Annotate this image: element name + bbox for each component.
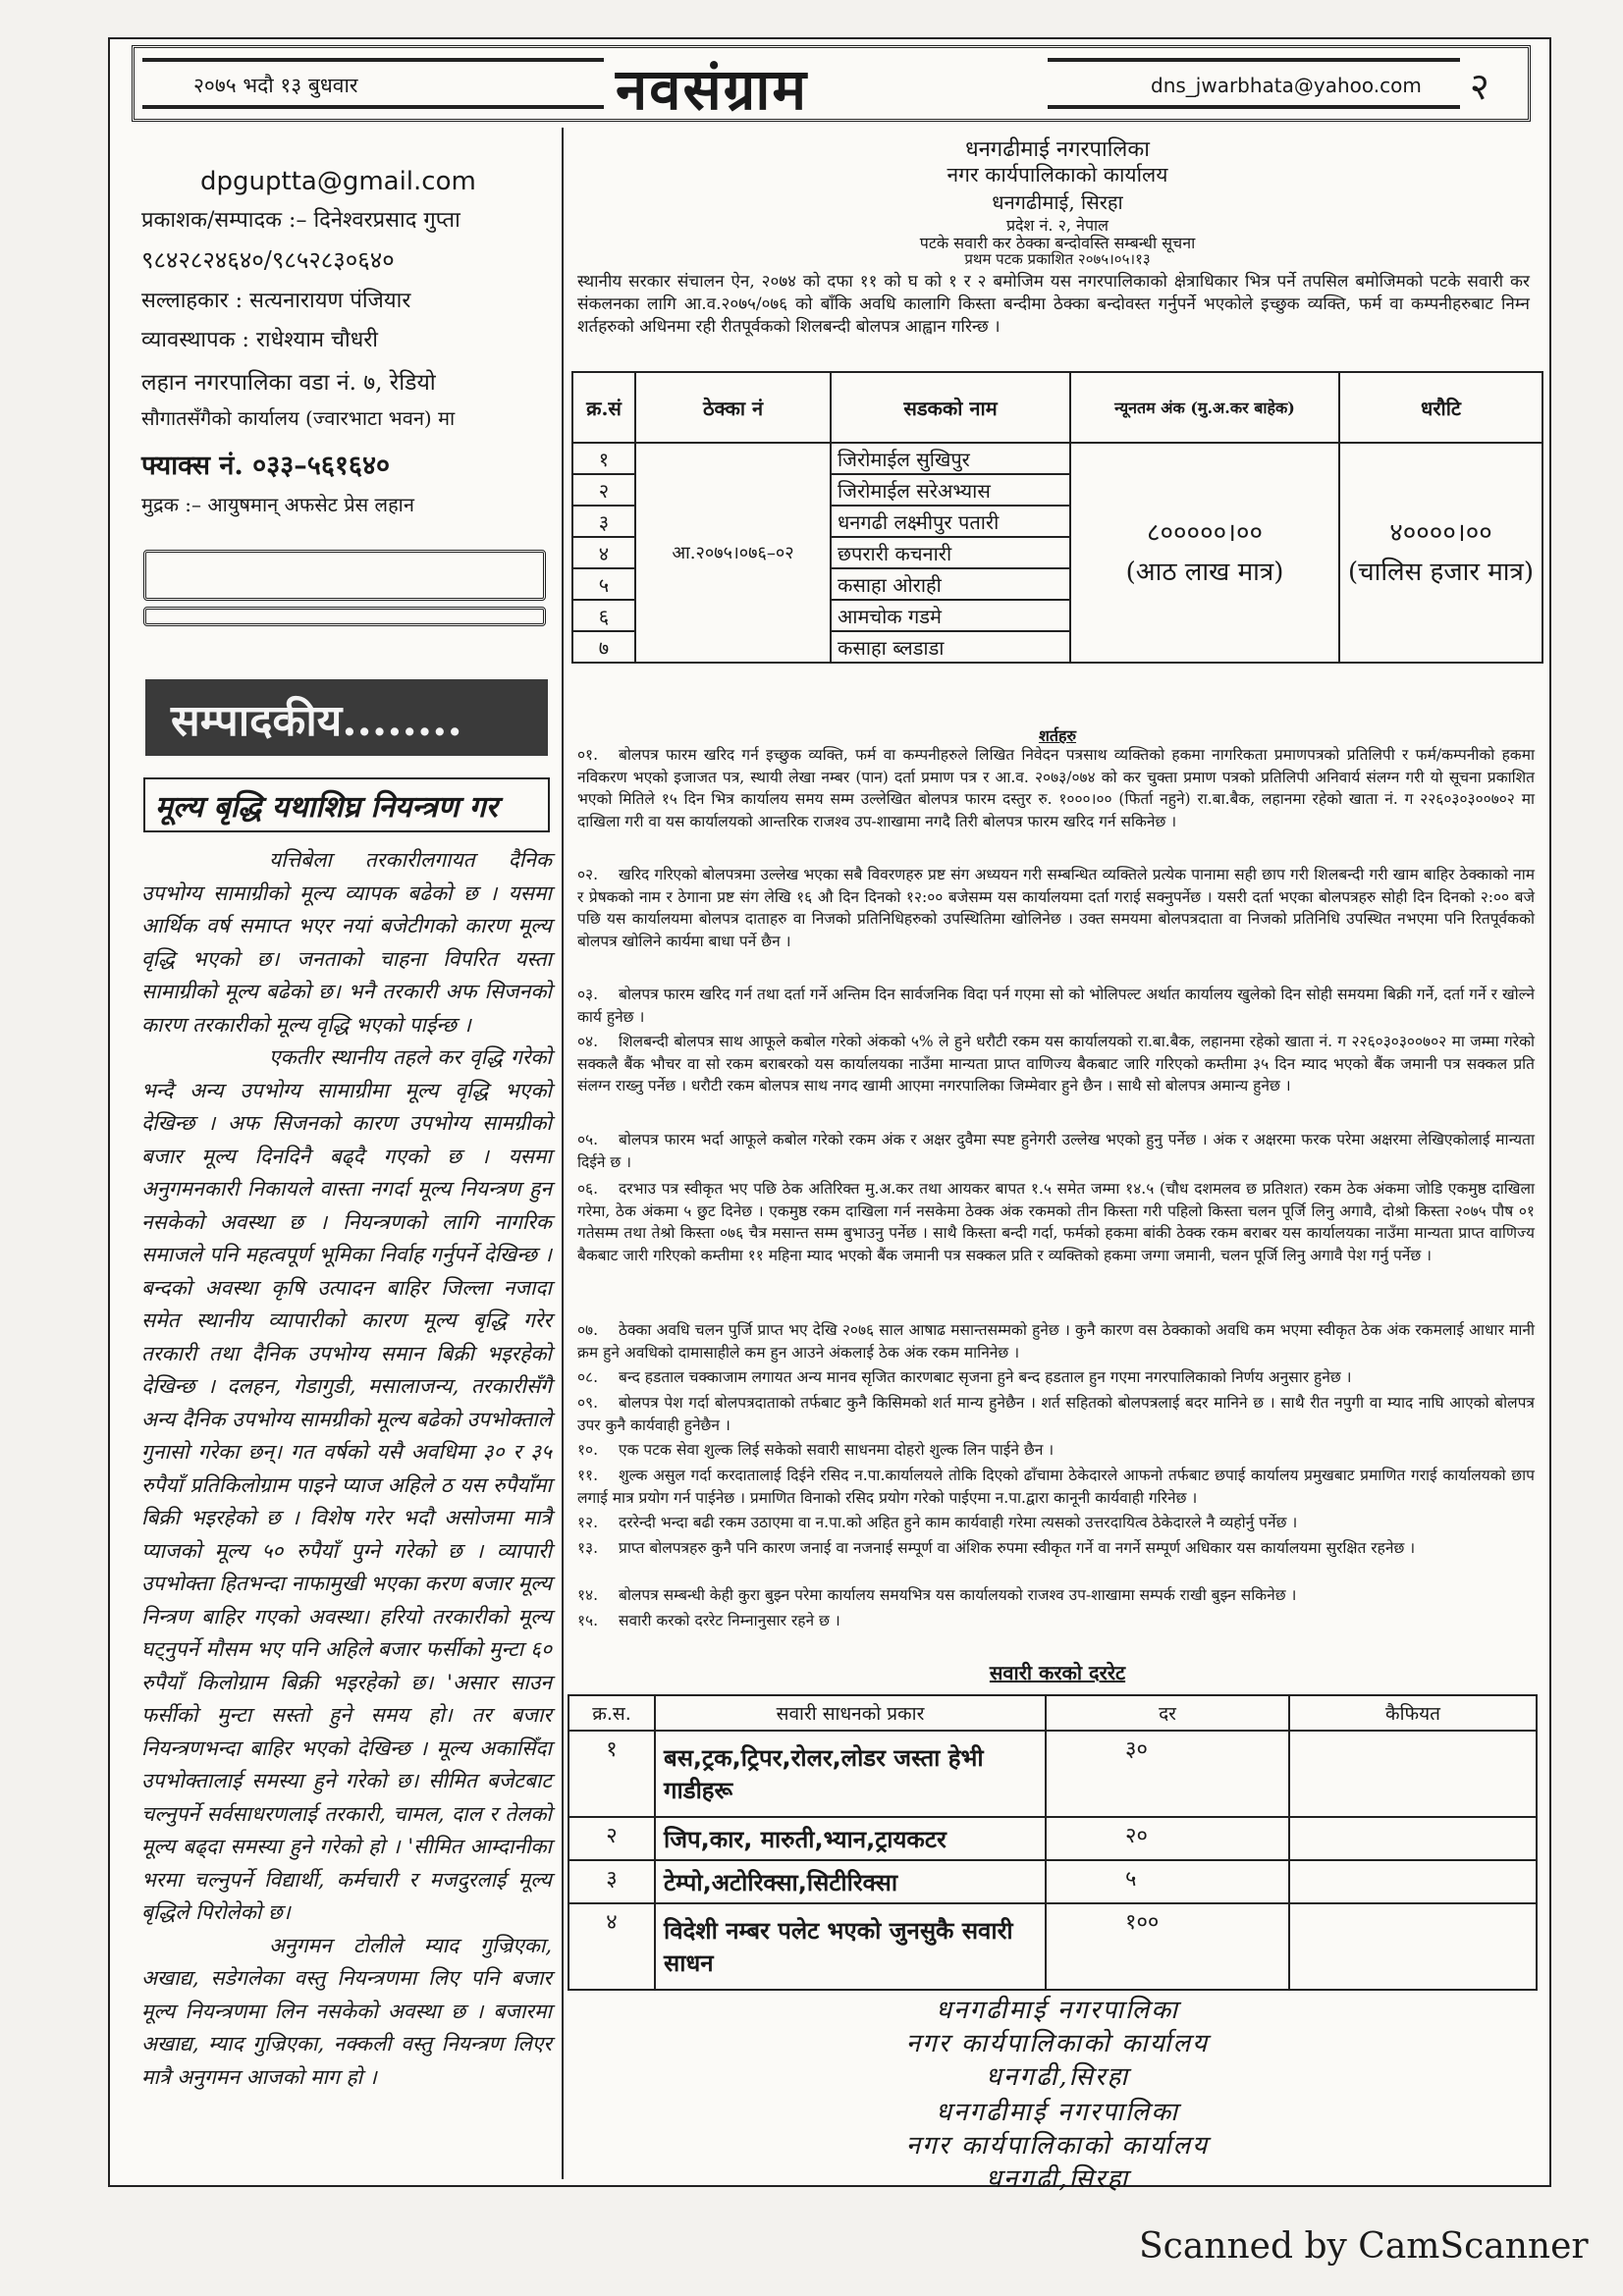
- notice-org-name: धनगढीमाई नगरपालिका: [965, 137, 1150, 162]
- condition-number: १२.: [577, 1514, 599, 1531]
- road-name: धनगढी लक्ष्मीपुर पतारी: [831, 506, 1070, 537]
- road-name: कसाहा ब्लडाडा: [831, 631, 1070, 663]
- editorial-banner: सम्पादकीय........: [145, 679, 548, 756]
- condition-15: [577, 1610, 1535, 1632]
- condition-text: बोलपत्र फारम खरिद गर्न इच्छुक व्यक्ति, फर्म वा कम्पनीहरुले लिखित निवेदन पत्रसाथ व्यक्तिको हकमा नागरिकता प्रमाणपत्रको प्रतिलिपी र फर्म/कम्पनीको हकमा नविकरण भएको इजाजत पत्र, स्थायी लेखा नम्बर (पान) दर्ता प्रमाण पत्र र आ.व. २०७३/०७४ को कर चुक्ता प्रमाण पत्रको प्रतिलिपी अनिवार्य संलग्न गरी यो सूचना प्रकाशित भएको मितिले १५ दिन भित्र कार्यालय समय सम्म उल्लेखित बोलपत्र फारम दस्तुर रु. १०००।०० (फिर्ता नहुने) रा.बा.बैक, लहानमा रहेको खाता नं. ग २२६०३०३००७०२ मा दाखिला गरी वा यस कार्यालयको आन्तरिक राजश्व उप-शाखामा नगदै तिरी बोलपत्र फारम खरिद गर्न सकिनेछ ।: [577, 746, 1535, 830]
- condition-number: ११.: [577, 1467, 599, 1484]
- condition-13: [577, 1537, 1535, 1560]
- notice-intro: स्थानीय सरकार संचालन ऐन, २०७४ को दफा ११ को घ को १ र २ बमोजिम यस नगरपालिकाको क्षेत्राधिकार भित्र पर्ने तपसिल बमोजिमको पटके सवारी कर संकलनका लागि आ.व.२०७५/०७६ को बाँकि अवधि कालागि किस्ता बन्दीमा ठेक्का बन्दोवस्त गर्नुपर्ने भएकोले इच्छुक व्यक्ति, फर्म वा कम्पनीहरुबाट निम्न शर्तहरुको अधिनमा रही रीतपूर्वकको शिलबन्दी बोलपत्र आह्वान गरिन्छ ।: [577, 272, 1530, 337]
- rates-table-header: [568, 1695, 1537, 1731]
- table-row: [568, 1731, 1537, 1817]
- stamp-line: धनगढी,सिरहा: [985, 2062, 1130, 2092]
- masthead-email: dns_jwarbhata@yahoo.com: [1151, 74, 1422, 97]
- condition-text: सवारी करको दररेट निम्नानुसार रहने छ ।: [619, 1612, 840, 1629]
- condition-text: प्राप्त बोलपत्रहरु कुनै पनि कारण जनाई वा नजनाई सम्पूर्ण वा अंशिक रुपमा स्वीकृत गर्ने वा नगर्ने सम्पूर्ण अधिकार यस कार्यालयमा सुरक्षित रहनेछ ।: [619, 1539, 1416, 1557]
- row-sn: ४: [572, 537, 635, 568]
- rates-table: [568, 1694, 1538, 1991]
- newspaper-page: [108, 37, 1551, 2194]
- condition-4: [577, 1031, 1535, 1097]
- masthead: [132, 45, 1531, 122]
- condition-number: १४.: [577, 1586, 599, 1604]
- condition-text: दरभाउ पत्र स्वीकृत भए पछि ठेक अतिरिक्त मु.अ.कर तथा आयकर बापत १.५ समेत जम्मा १४.५ (चौध दशमलव छ प्रतिशत) रकम ठेक अंकमा जोडि एकमुष्ठ दाखिला गरेमा, ठेक अंकमा ५ छुट दिनेछ । एकमुष्ठ रकम दाखिला गर्न नसकेमा ठेक्क अंक रकमको तीन किस्ता गरी पहिलो किस्ता चलन पूर्जि लिनु अगावै, दोश्रो किस्ता २०७५ पौष ०१ गतेसम्म तथा तेश्रो किस्ता ०७६ चैत्र मसान्त सम्म बुभाउनु पर्नेछ । साथै किस्ता बन्दी गर्दा, फर्मको हकमा बांकी ठेक्क रकम बराबर यस कार्यालयका नाउँमा मान्यता प्राप्त वाणिज्य बैकबाट जारी गरिएको कम्तीमा ११ महिना म्याद भएको बैंक जमानी पत्र सक्कल प्रति र व्यक्तिको हकमा जग्गा जमानी, चलन पूर्जि लिनु अगावै पेश गर्नु पर्नेछ ।: [577, 1180, 1535, 1264]
- stamp-line: धनगढीमाई नगरपालिका: [935, 2098, 1179, 2127]
- condition-text: शुल्क असुल गर्दा करदातालाई दिईने रसिद न.पा.कार्यालयले तोकि दिएको ढाँचामा ठेकेदारले आफनो तर्फबाट छपाई कार्यालय प्रमुखबाट प्रमाणित गराई कार्यालयको छाप लगाई मात्र प्रयोग गर्न पाईनेछ । प्रमाणित विनाको रसिद प्रयोग गरेको पाईएमा न.पा.द्वारा कानूनी कार्यवाही गरिनेछ ।: [577, 1467, 1535, 1507]
- condition-11: [577, 1465, 1535, 1509]
- condition-number: ०८.: [577, 1368, 599, 1386]
- min-amount: ८०००००।००: [1146, 518, 1263, 548]
- masthead-rule-left: [142, 58, 604, 62]
- row-sn: ३: [568, 1860, 655, 1903]
- page-number: २: [1470, 65, 1489, 108]
- condition-number: ०९.: [577, 1394, 599, 1412]
- row-sn: २: [568, 1817, 655, 1860]
- editorial-body: [141, 844, 552, 2094]
- stamp-line: धनगढी,सिरहा: [985, 2164, 1130, 2194]
- left-column: [132, 128, 554, 2179]
- editorial-paragraph: अनुगमन टोलीले म्याद गुज्रिएका, अखाद्य, सडेगलेका वस्तु नियन्त्रणमा लिए पनि बजार मूल्य नियन्त्रणमा लिन नसकेको अवस्था छ । बजारमा अखाद्य, म्याद गुज्रिएका, नक्कली वस्तु नियन्त्रण लिएर मात्रै अनुगमन आजको माग हो ।: [141, 1933, 552, 2089]
- road-name: आमचोक गडमे: [831, 600, 1070, 631]
- condition-text: ठेक्का अवधि चलन पुर्जि प्राप्त भए देखि २०७६ साल आषाढ मसान्तसम्मको हुनेछ । कुनै कारण वस ठेक्काको अवधि कम भएमा स्वीकृत ठेक अंक रकमलाई आधार मानी क्रम हुने अवधिको दामासाहीले कम हुन आउने अंकलाई ठेक अंक रकम मानिनेछ ।: [577, 1321, 1535, 1362]
- phone-numbers: ९८४२८२४६४०/९८५२८३०६४०: [141, 246, 395, 274]
- condition-text: बोलपत्र सम्बन्धी केही कुरा बुझ्न परेमा कार्यालय समयभित्र यस कार्यालयको राजश्व उप-शाखामा सम्पर्क राखी बुझ्न सकिनेछ ।: [619, 1586, 1297, 1604]
- empty-box-2: [143, 607, 546, 626]
- condition-number: ०३.: [577, 986, 599, 1003]
- masthead-rule-right-bottom: [1048, 105, 1460, 109]
- masthead-rule-right: [1048, 58, 1460, 62]
- rates-title: सवारी करको दररेट: [989, 1661, 1126, 1684]
- rate-value: ५: [1046, 1860, 1289, 1903]
- deposit-amount: ४००००।००: [1389, 518, 1492, 548]
- vehicle-type: विदेशी नम्बर पलेट भएको जुनसुकै सवारी साधन: [655, 1903, 1046, 1990]
- stamp-line: धनगढीमाई नगरपालिका: [935, 1996, 1179, 2025]
- address-line-2: सौगातसँगैको कार्यालय (ज्वारभाटा भवन) मा: [141, 406, 456, 430]
- notice-published-date: प्रथम पटक प्रकाशित २०७५।०५।१३: [964, 250, 1151, 268]
- col-vehicle-type: सवारी साधनको प्रकार: [655, 1695, 1046, 1731]
- col-deposit: धरौटि: [1339, 372, 1542, 443]
- scanner-watermark: Scanned by CamScanner: [1139, 2226, 1589, 2267]
- empty-box-1: [143, 550, 546, 601]
- publisher-line: प्रकाशक/सम्पादक :– दिनेश्वरप्रसाद गुप्ता: [141, 208, 460, 233]
- editor-email: dpguptta@gmail.com: [200, 167, 476, 196]
- condition-text: शिलबन्दी बोलपत्र साथ आफूले कबोल गरेको अंकको ५% ले हुने धरौटी रकम यस कार्यालयको रा.बा.बैक, लहानमा रहेको खाता नं. ग २२६०३०३००७०२ मा जम्मा गरेको सक्कलै बैंक भौचर वा सो रकम बराबरको यस कार्यालयका नाउँमा मान्यता प्राप्त वाणिज्य बैकबाट जारि गरिएको कम्तीमा ३५ दिन म्याद भएको बैंक जमानी पत्र सक्कल प्रति संलग्न राख्नु पर्नेछ । धरौटी रकम बोलपत्र साथ नगद खामी आएमा नगरपालिका जिम्मेवार हुने छैन । साथै सो बोलपत्र अमान्य हुनेछ ।: [577, 1033, 1535, 1095]
- remarks: [1289, 1903, 1537, 1990]
- deposit-cell: [1339, 443, 1542, 663]
- vehicle-type: जिप,कार, मारुती,भ्यान,ट्रायकटर: [655, 1817, 1046, 1860]
- condition-2: [577, 864, 1535, 952]
- notice-location: धनगढीमाई, सिरहा: [992, 190, 1123, 214]
- tender-table-header: [572, 372, 1542, 443]
- table-row: [568, 1817, 1537, 1860]
- row-sn: १: [572, 443, 635, 474]
- issue-date: २०७५ भदौ १३ बुधवार: [193, 74, 358, 97]
- condition-number: ०१.: [577, 746, 599, 764]
- condition-9: [577, 1392, 1535, 1436]
- col-rate: दर: [1046, 1695, 1289, 1731]
- masthead-rule-left-bottom: [142, 105, 604, 109]
- condition-3: [577, 984, 1535, 1028]
- stamp-line: नगर कार्यपालिकाको कार्यालय: [905, 2131, 1210, 2161]
- rate-value: २०: [1046, 1817, 1289, 1860]
- notice-office: नगर कार्यपालिकाको कार्यालय: [947, 163, 1168, 187]
- row-sn: ६: [572, 600, 635, 631]
- min-amount-words: (आठ लाख मात्र): [1125, 558, 1284, 587]
- remarks: [1289, 1860, 1537, 1903]
- row-sn: ३: [572, 506, 635, 537]
- condition-number: ०४.: [577, 1033, 599, 1050]
- column-divider: [562, 128, 564, 2179]
- col-road-name: सडकको नाम: [831, 372, 1070, 443]
- table-row: [568, 1860, 1537, 1903]
- col-sn: क्र.सं: [572, 372, 635, 443]
- notice-province: प्रदेश नं. २, नेपाल: [1005, 216, 1109, 235]
- contract-number: आ.२०७५।०७६–०२: [635, 443, 831, 663]
- condition-14: [577, 1584, 1535, 1607]
- row-sn: ४: [568, 1903, 655, 1990]
- rate-value: १००: [1046, 1903, 1289, 1990]
- condition-12: [577, 1512, 1535, 1534]
- condition-text: बोलपत्र पेश गर्दा बोलपत्रदाताको तर्फबाट कुनै किसिमको शर्त मान्य हुनेछैन । शर्त सहितको बोलपत्रलाई बदर मानिने छ । साथै रीत नपुगी वा म्याद नाघि आएको बोलपत्र उपर कुनै कार्यवाही हुनेछैन ।: [577, 1394, 1535, 1434]
- road-name: जिरोमाईल सुखिपुर: [831, 443, 1070, 474]
- rate-value: ३०: [1046, 1731, 1289, 1817]
- newspaper-title: नवसंग्राम: [616, 56, 809, 123]
- min-amount-cell: [1070, 443, 1339, 663]
- remarks: [1289, 1731, 1537, 1817]
- col-min-amount: न्यूनतम अंक (मु.अ.कर बाहेक): [1070, 372, 1339, 443]
- condition-number: ०७.: [577, 1321, 599, 1339]
- editorial-paragraph: यत्तिबेला तरकारीलगायत दैनिक उपभोग्य सामाग्रीको मूल्य व्यापक बढेको छ । यसमा आर्थिक वर्ष समाप्त भएर नयां बजेटीगको कारण मूल्य वृद्धि भएको छ। जनताको चाहना विपरित यस्ता सामाग्रीको मूल्य बढेको छ। भनै तरकारी अफ सिजनको कारण तरकारीको मूल्य वृद्धि भएको पाईन्छ ।: [141, 848, 552, 1037]
- road-name: जिरोमाईल सरेअभ्यास: [831, 474, 1070, 506]
- editorial-headline: मूल्य बृद्धि यथाशिघ्र नियन्त्रण गर: [143, 777, 550, 832]
- condition-6: [577, 1178, 1535, 1266]
- condition-text: बन्द हडताल चक्काजाम लगायत अन्य मानव सृजित कारणबाट सृजना हुने बन्द हडताल हुन गएमा नगरपालिकाको निर्णय अनुसार हुनेछ ।: [619, 1368, 1352, 1386]
- row-sn: २: [572, 474, 635, 506]
- printer-line: मुद्रक :– आयुषमान् अफसेट प्रेस लहान: [141, 493, 414, 516]
- address-line-1: लहान नगरपालिका वडा नं. ७, रेडियो: [141, 370, 436, 396]
- editorial-paragraph: एकतीर स्थानीय तहले कर वृद्धि गरेको भन्दै अन्य उपभोग्य सामाग्रीमा मूल्य वृद्धि भएको देखिन्छ । अफ सिजनको कारण उपभोग्य सामग्रीको बजार मूल्य दिनदिनै बढ्दै गएको छ । यसमा अनुगमनकारी निकायले वास्ता नगर्दा मूल्य नियन्त्रण हुन नसकेको अवस्था छ । नियन्त्रणको लागि नागरिक समाजले पनि महत्वपूर्ण भूमिका निर्वाह गर्नुपर्ने देखिन्छ । बन्दको अवस्था कृषि उत्पादन बाहिर जिल्ला नजादा समेत स्थानीय व्यापारीको कारण मूल्य बृद्धि गरेर तरकारी तथा दैनिक उपभोग्य समान बिक्री भइरहेको देखिन्छ । दलहन, गेडागुडी, मसालाजन्य, तरकारीसँगै अन्य दैनिक उपभोग्य सामग्रीको मूल्य बढेको उपभोक्ताले गुनासो गरेका छन्। गत वर्षको यसै अवधिमा ३० र ३५ रुपैयाँ प्रतिकिलोग्राम पाइने प्याज अहिले ठ यस रुपैयाँमा बिक्री भइरहेको छ । विशेष गरेर भदौ असोजमा मात्रै प्याजको मूल्य ५० रुपैयाँ पुग्ने गरेको छ । व्यापारी उपभोक्ता हितभन्दा नाफामुखी भएका करण बजार मूल्य निन्त्रण बाहिर गएको अवस्था। हरियो तरकारीको मूल्य घट्नुपर्ने मौसम भए पनि अहिले बजार फर्सीको मुन्टा ६० रुपैयाँ किलोग्राम बिक्री भइरहेको छ। 'असार साउन फर्सीको मुन्टा सस्तो हुने समय हो। तर बजार नियन्त्रणभन्दा बाहिर भएको देखिन्छ । मूल्य अकासिँदा उपभोक्तालाई समस्या हुने गरेको छ। सीमित बजेटबाट चल्नुपर्ने सर्वसाधरणलाई तरकारी, चामल, दाल र तेलको मूल्य बढ्दा समस्या हुने गरेको हो । 'सीमित आम्दानीका भरमा चल्नुपर्ने विद्यार्थी, कर्मचारी र मजदुरलाई मूल्य बृद्धिले पिरोलेको छ।: [141, 1045, 552, 1924]
- fax-number: फ्याक्स नं. ०३३–५६१६४०: [141, 451, 391, 481]
- notice-subject: पटके सवारी कर ठेक्का बन्दोवस्ति सम्बन्धी सूचना: [919, 234, 1196, 252]
- condition-text: खरिद गरिएको बोलपत्रमा उल्लेख भएका सबै विवरणहरु प्रष्ट संग अध्ययन गरी सम्बन्धित व्यक्तिले प्रत्येक पानामा सही छाप गरी शिलबन्दी गरी खाम बाहिर ठेक्काको नाम र प्रेषकको नाम र ठेगाना प्रष्ट संग लेखि १६ औ दिन दिनको १२:०० बजेसम्म यस कार्यालयमा दर्ता गराई सक्नुपर्नेछ । यसरी दर्ता भएका बोलपत्रहरु सोही दिन दिनको २:०० बजे पछि यस कार्यालयमा बोलपत्र दाताहरु वा निजको प्रतिनिधिहरुको उपस्थितिमा खोलिनेछ । उक्त समयमा बोलपत्रदाता वा निजको प्रतिनिधि उपस्थित नभएमा पनि रितपूर्वकको बोलपत्र खोलिने कार्यमा बाधा पर्ने छैन ।: [577, 866, 1535, 950]
- condition-number: १५.: [577, 1612, 599, 1629]
- condition-text: दररेन्दी भन्दा बढी रकम उठाएमा वा न.पा.को अहित हुने काम कार्यवाही गरेमा त्यसको उत्तरदायित्व ठेकेदारले नै व्यहोर्नु पर्नेछ ।: [619, 1514, 1298, 1531]
- vehicle-type: बस,ट्रक,ट्रिपर,रोलर,लोडर जस्ता हेभी गाडीहरू: [655, 1731, 1046, 1817]
- condition-number: ०५.: [577, 1131, 599, 1148]
- col-remarks: कैफियत: [1289, 1695, 1537, 1731]
- condition-text: बोलपत्र फारम भर्दा आफूले कबोल गरेको रकम अंक र अक्षर दुवैमा स्पष्ट हुनेगरी उल्लेख भएको हुनु पर्नेछ । अंक र अक्षरमा फरक परेमा अक्षरमा लेखिएकोलाई मान्यता दिईने छ ।: [577, 1131, 1535, 1171]
- road-name: कसाहा ओराही: [831, 568, 1070, 600]
- condition-number: ०२.: [577, 866, 599, 883]
- deposit-words: (चालिस हजार मात्र): [1347, 558, 1535, 587]
- stamp-line: नगर कार्यपालिकाको कार्यालय: [905, 2029, 1210, 2058]
- condition-text: एक पटक सेवा शुल्क लिई सकेको सवारी साधनमा दोहरो शुल्क लिन पाईने छैन ।: [619, 1441, 1055, 1459]
- condition-number: १०.: [577, 1441, 599, 1459]
- advisor-line: सल्लाहकार : सत्यनारायण पंजियार: [141, 289, 411, 313]
- table-row: [568, 1903, 1537, 1990]
- vehicle-type: टेम्पो,अटोरिक्सा,सिटीरिक्सा: [655, 1860, 1046, 1903]
- condition-number: ०६.: [577, 1180, 599, 1198]
- table-row: [572, 443, 1542, 474]
- row-sn: ७: [572, 631, 635, 663]
- condition-5: [577, 1129, 1535, 1173]
- condition-8: [577, 1366, 1535, 1389]
- road-name: छपरारी कचनारी: [831, 537, 1070, 568]
- row-sn: १: [568, 1731, 655, 1817]
- condition-number: १३.: [577, 1539, 599, 1557]
- condition-text: बोलपत्र फारम खरिद गर्न तथा दर्ता गर्ने अन्तिम दिन सार्वजनिक विदा पर्न गएमा सो को भोलिपल्ट अर्थात कार्यालय खुलेको दिन सोही समयमा बिक्री गर्ने, दर्ता गर्ने र खोल्ने कार्य हुनेछ ।: [577, 986, 1535, 1026]
- tender-table: [571, 371, 1543, 664]
- col-contract-no: ठेक्का नं: [635, 372, 831, 443]
- condition-10: [577, 1439, 1535, 1462]
- manager-line: व्यावस्थापक : राधेश्याम चौधरी: [141, 328, 378, 352]
- conditions-title: शर्तहरु: [1038, 726, 1077, 745]
- condition-7: [577, 1319, 1535, 1363]
- col-sn: क्र.स.: [568, 1695, 655, 1731]
- remarks: [1289, 1817, 1537, 1860]
- row-sn: ५: [572, 568, 635, 600]
- condition-1: [577, 744, 1535, 832]
